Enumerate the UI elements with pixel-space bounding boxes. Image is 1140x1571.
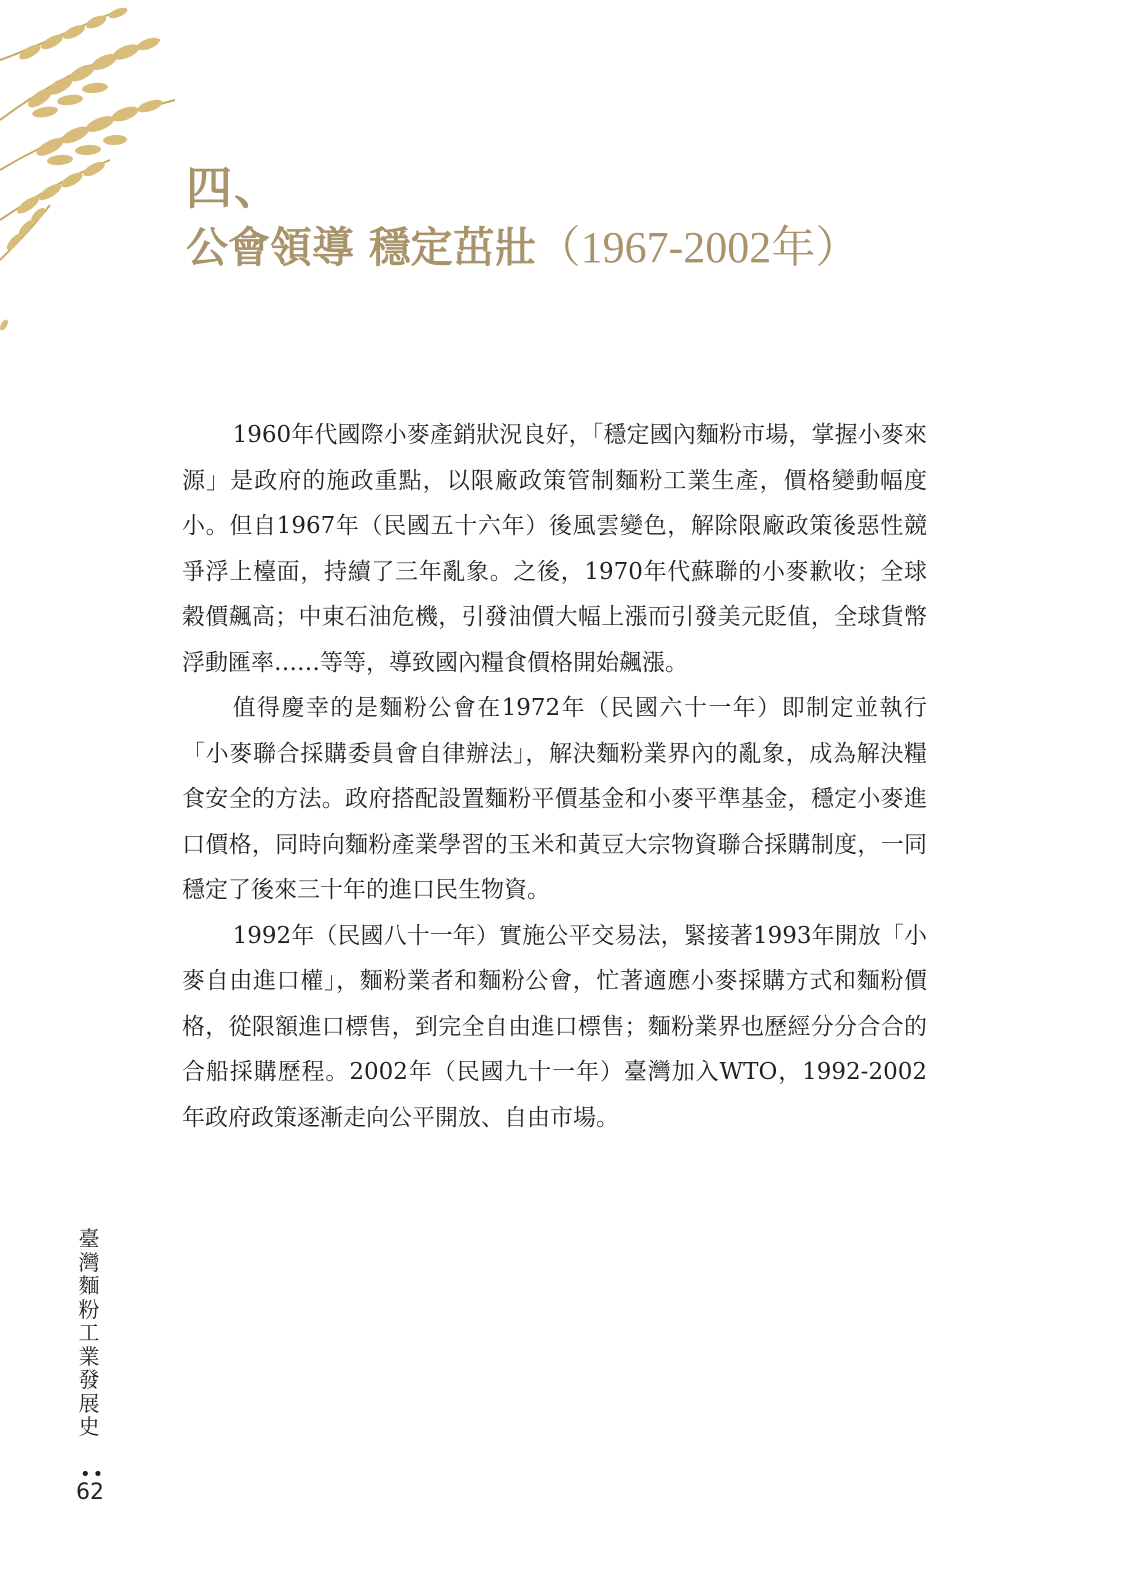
chapter-number: 四、	[186, 161, 282, 215]
wheat-icon	[0, 0, 200, 340]
chapter-years: （1967-2002年）	[536, 223, 860, 272]
page-number: 62	[76, 1480, 104, 1505]
running-book-title: 臺灣麵粉工業發展史	[78, 1227, 100, 1439]
chapter-heading	[186, 160, 859, 278]
paragraph: 1992年（民國八十一年）實施公平交易法，緊接著1993年開放「小麥自由進口權」，麵粉業者和麵粉公會，忙著適應小麥採購方式和麵粉價格，從限額進口標售，到完全自由進口標售；麵粉業界也歷經分分合合的合船採購歷程。2002年（民國九十一年）臺灣加入WTO，1992-2002年政府政策逐漸走向公平開放、自由市場。	[182, 922, 927, 1131]
paragraph: 1960年代國際小麥產銷狀況良好，「穩定國內麵粉市場，掌握小麥來源」是政府的施政重點，以限廠政策管制麵粉工業生產，價格變動幅度小。但自1967年（民國五十六年）後風雲變色，解除限廠政策後惡性競爭浮上檯面，持續了三年亂象。之後，1970年代蘇聯的小麥歉收；全球穀價飆高；中東石油危機，引發油價大幅上漲而引發美元貶值，全球貨幣浮動匯率……等等，導致國內糧食價格開始飆漲。	[182, 422, 927, 676]
chapter-title	[186, 218, 859, 278]
paragraph: 值得慶幸的是麵粉公會在1972年（民國六十一年）即制定並執行「小麥聯合採購委員會自律辦法」，解決麵粉業界內的亂象，成為解決糧食安全的方法。政府搭配設置麵粉平價基金和小麥平準基金，穩定小麥進口價格，同時向麵粉產業學習的玉米和黃豆大宗物資聯合採購制度，一同穩定了後來三十年的進口民生物資。	[182, 695, 927, 903]
body-text	[182, 413, 927, 1141]
chapter-title-text: 公會領導 穩定茁壯	[186, 223, 537, 272]
page-number-separator: ••	[80, 1464, 106, 1485]
